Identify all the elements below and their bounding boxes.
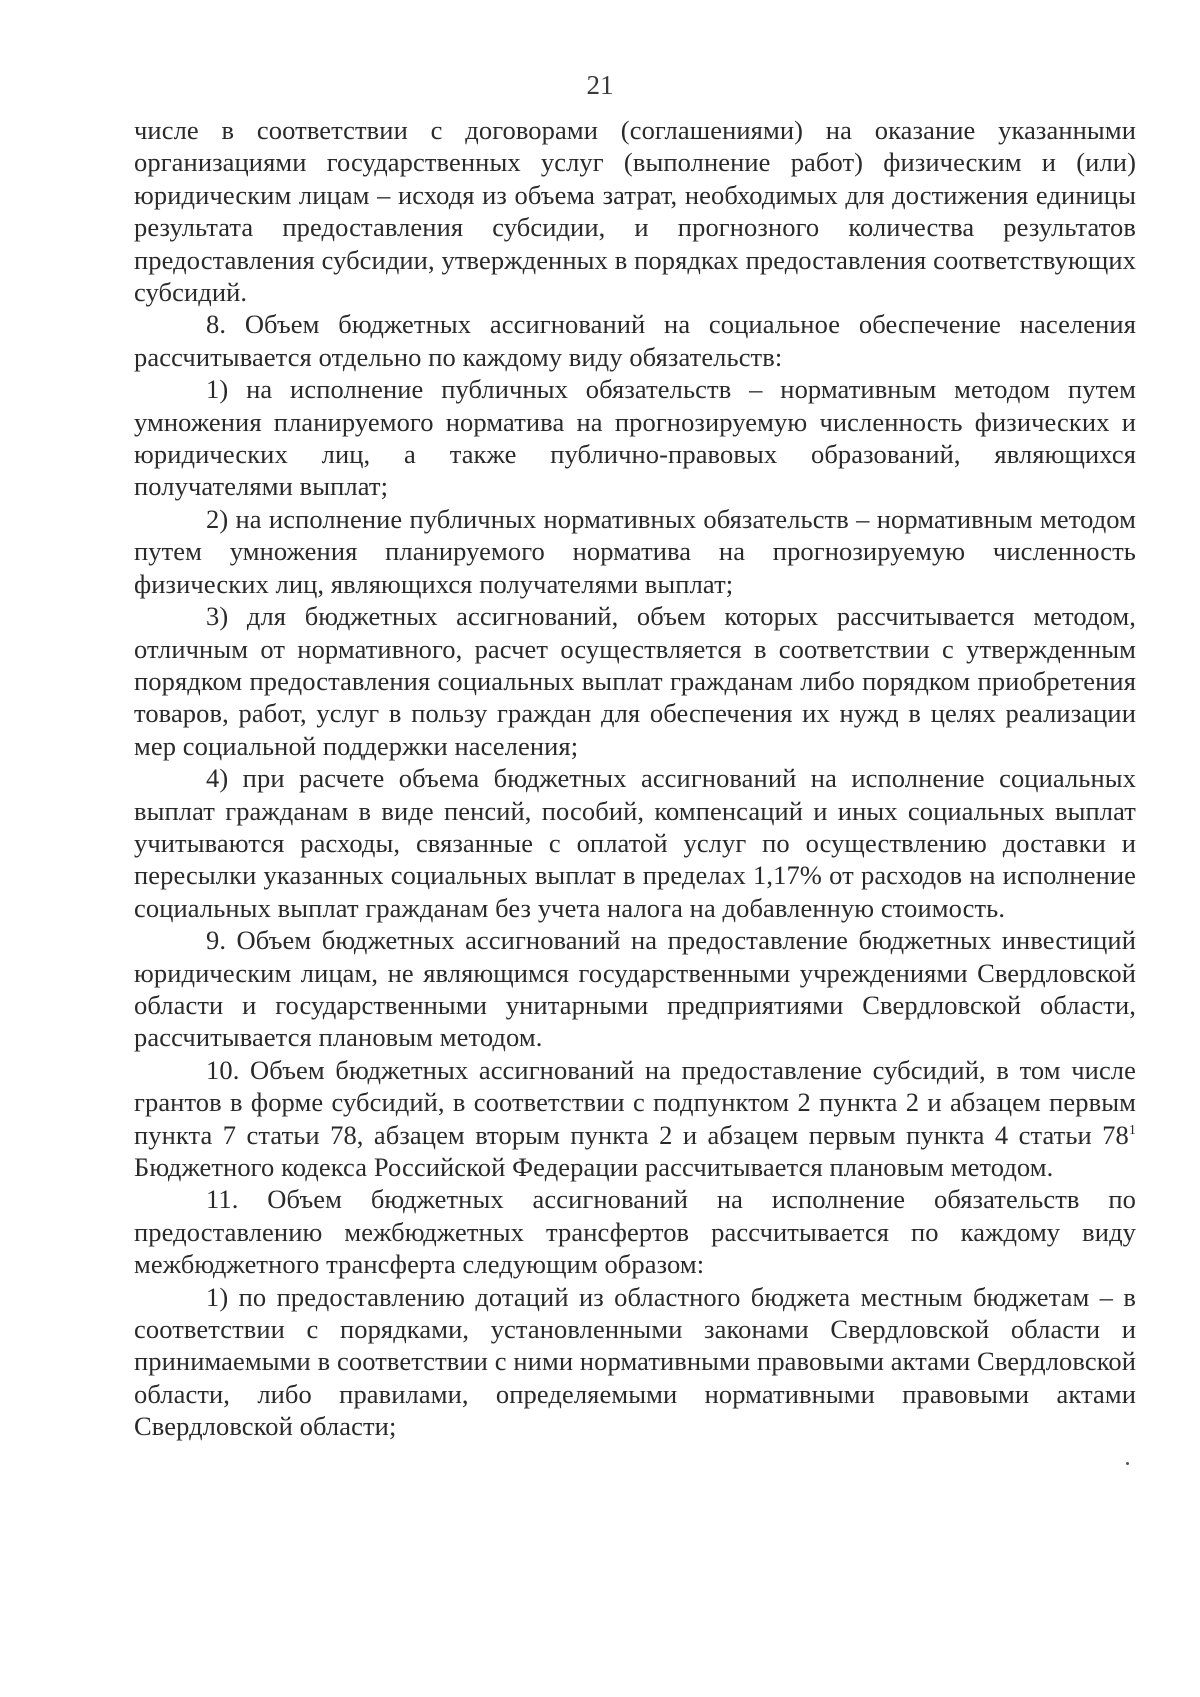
paragraph-item-10 bbox=[134, 1054, 1136, 1184]
paragraph-item-8-3: 3) для бюджетных ассигнований, объем которых рассчитывается методом, отличным от нормативного, расчет осуществляется в соответствии с утвержденным порядком предоставления социальных выплат гражданам либо порядком приобретения товаров, работ, услуг в пользу граждан для обеспечения их нужд в целях реализации мер социальной поддержки населения; bbox=[134, 601, 1136, 761]
paragraph-item-11: 11. Объем бюджетных ассигнований на исполнение обязательств по предоставлению межбюджетных трансфертов рассчитывается по каждому виду межбюджетного трансферта следующим образом: bbox=[134, 1184, 1136, 1280]
document-body bbox=[134, 114, 1136, 1443]
paragraph-item-10-text-a: 10. Объем бюджетных ассигнований на предоставление субсидий, в том числе грантов в форме субсидий, в соответствии с подпунктом 2 пункта 2 и абзацем первым пункта 7 статьи 78, абзацем вторым пункта 2 и абзацем первым пункта 4 статьи 78 bbox=[134, 1054, 1136, 1150]
paragraph-item-11-1: 1) по предоставлению дотаций из областного бюджета местным бюджетам – в соответствии с порядками, установленными законами Свердловской области и принимаемыми в соответствии с ними нормативными правовыми актами Свердловской области, либо правилами, определяемыми нормативными правовыми актами Свердловской области; bbox=[134, 1281, 1136, 1442]
paragraph-item-8-2: 2) на исполнение публичных нормативных обязательств – нормативным методом путем умножения планируемого норматива на прогнозируемую численность физических лиц, являющихся получателями выплат; bbox=[134, 503, 1136, 599]
paragraph-continuation: числе в соответствии с договорами (соглашениями) на оказание указанными организациями государственных услуг (выполнение работ) физическим и (или) юридическим лицам – исходя из объема затрат, необходимых для достижения единицы результата предоставления субсидии, и прогнозного количества результатов предоставления субсидии, утвержденных в порядках предоставления соответствующих субсидий. bbox=[134, 115, 1136, 308]
paragraph-item-8-1: 1) на исполнение публичных обязательств – нормативным методом путем умножения планируемого норматива на прогнозируемую численность физических и юридических лиц, а также публично-правовых образований, являющихся получателями выплат; bbox=[134, 374, 1136, 502]
paragraph-item-8: 8. Объем бюджетных ассигнований на социальное обеспечение населения рассчитывается отдельно по каждому виду обязательств: bbox=[134, 309, 1136, 372]
superscript-marker: 1 bbox=[1128, 1122, 1136, 1138]
paragraph-item-9: 9. Объем бюджетных ассигнований на предоставление бюджетных инвестиций юридическим лицам, не являющимся государственными учреждениями Свердловской области и государственными унитарными предприятиями Свердловской области, рассчитывается плановым методом. bbox=[134, 925, 1136, 1053]
page-number: 21 bbox=[586, 70, 614, 100]
paragraph-item-10-text-b: Бюджетного кодекса Российской Федерации рассчитывается плановым методом. bbox=[134, 1152, 1054, 1182]
scan-speck bbox=[1126, 1462, 1129, 1465]
paragraph-item-8-4: 4) при расчете объема бюджетных ассигнований на исполнение социальных выплат гражданам в виде пенсий, пособий, компенсаций и иных социальных выплат учитываются расходы, связанные с оплатой услуг по осуществлению доставки и пересылки указанных социальных выплат в пределах 1,17% от расходов на исполнение социальных выплат гражданам без учета налога на добавленную стоимость. bbox=[134, 763, 1136, 923]
